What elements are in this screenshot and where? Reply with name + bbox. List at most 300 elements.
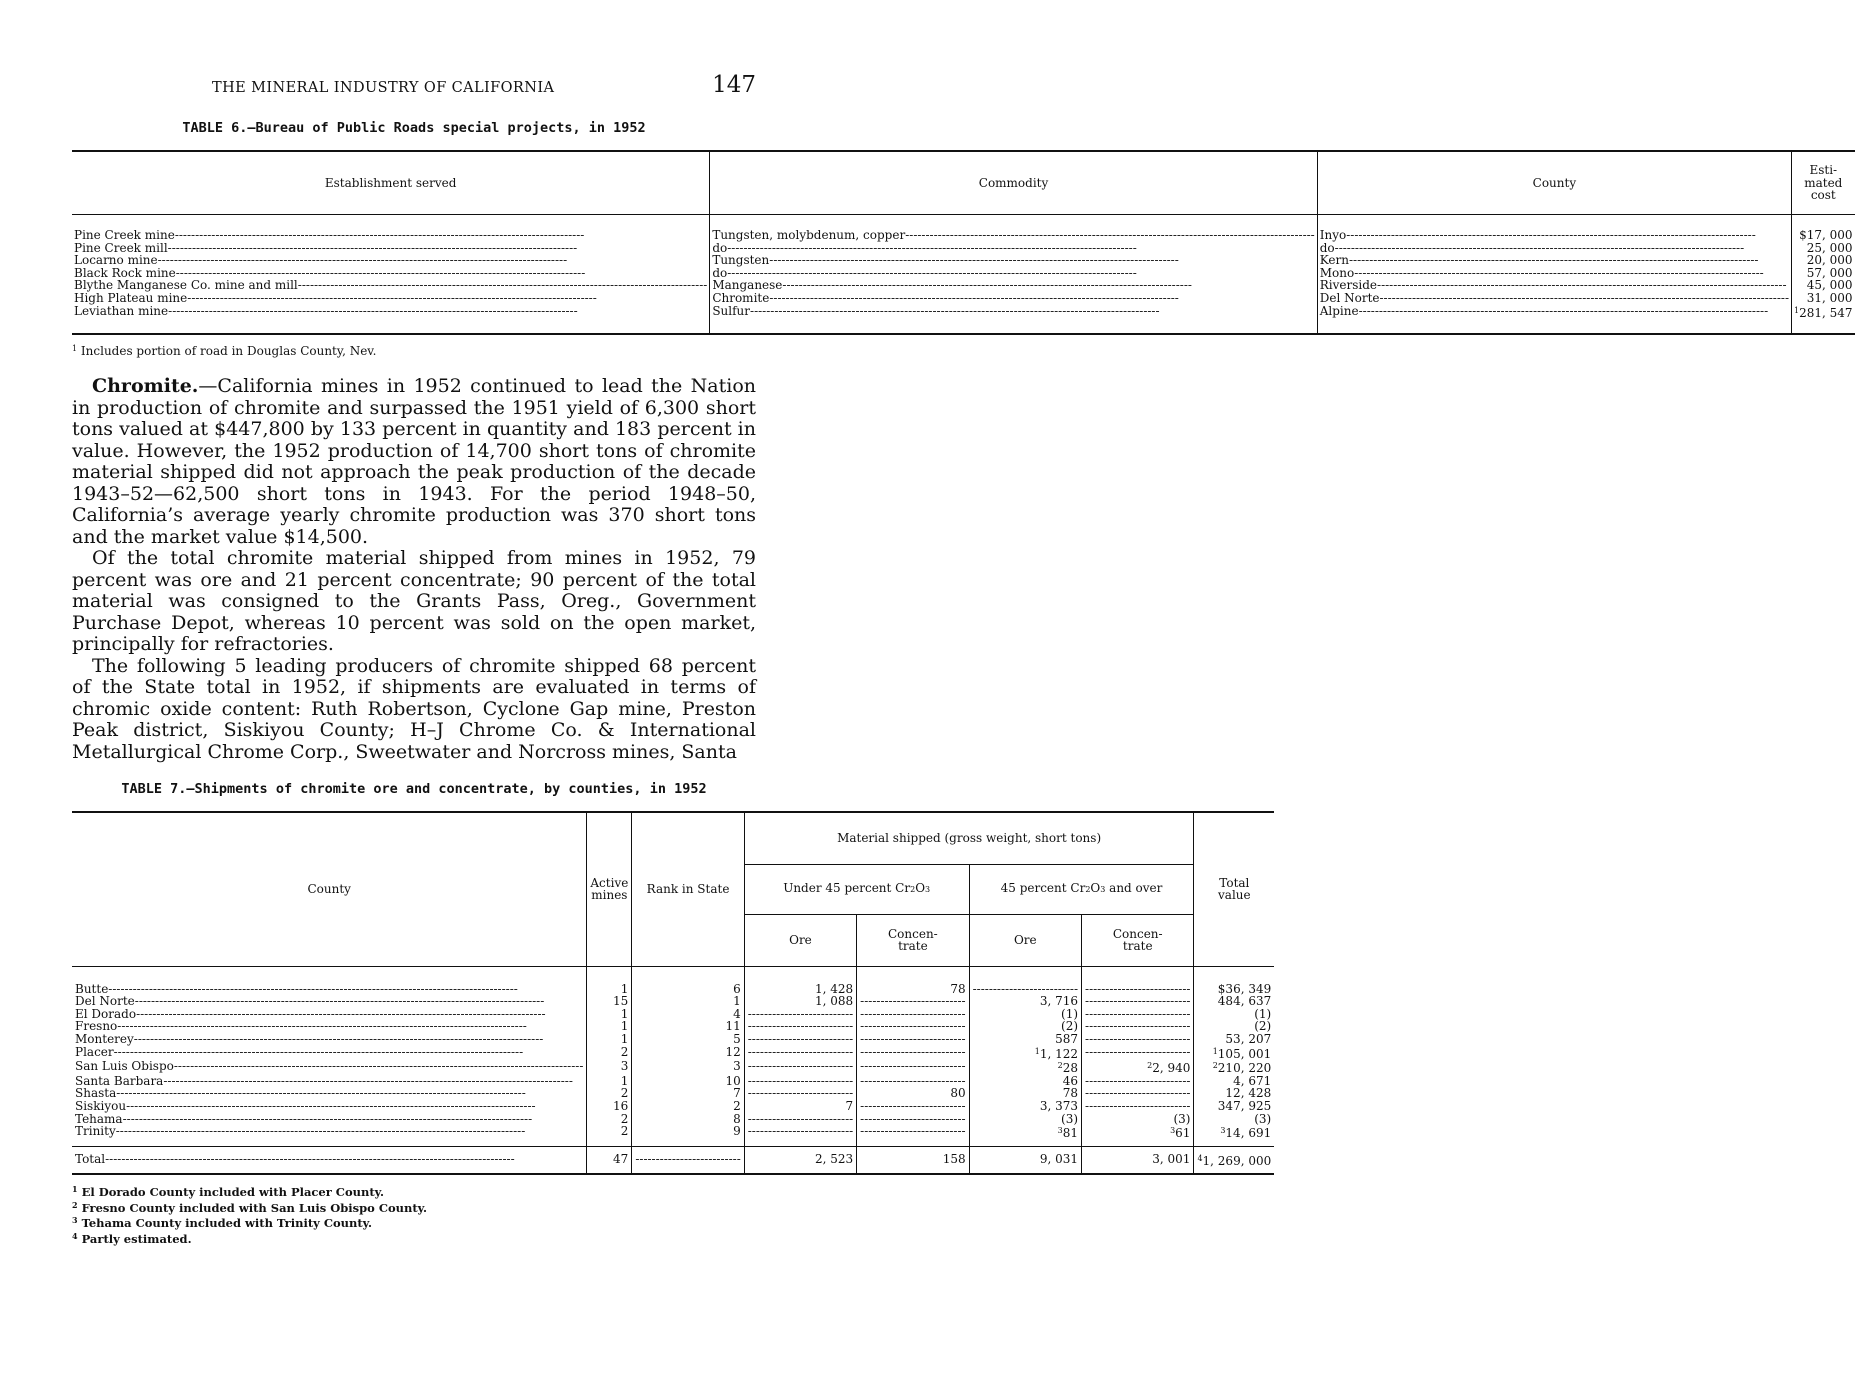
table7-rank-value: 9	[733, 1124, 741, 1139]
table7	[72, 811, 1274, 1175]
table6-caption: TABLE 6.—Bureau of Public Roads special projects, in 1952	[182, 120, 646, 136]
table7-county-leader	[75, 1060, 583, 1073]
table7-total-value-value: 53, 207	[1225, 1032, 1272, 1047]
table7-footnote-mark: 2	[72, 1199, 78, 1210]
table7-total-value-cell-value: 1, 269, 000	[1202, 1153, 1272, 1168]
table7-rank-value: 10	[725, 1073, 741, 1088]
table6-commodity-leader	[712, 254, 1314, 267]
table7-over45-conc-empty	[1085, 1033, 1190, 1046]
table6-county-leader	[1320, 254, 1789, 267]
table7-rank-value: 7	[733, 1086, 741, 1101]
table6-establishment	[72, 292, 710, 305]
table7-under45-conc-empty	[860, 1046, 965, 1059]
table6-county	[1317, 292, 1791, 305]
table7-under45-conc	[857, 1125, 969, 1146]
table7-county	[72, 1060, 587, 1075]
table7-under45-ore-value: 7	[845, 1099, 854, 1113]
table6-commodity	[710, 305, 1317, 335]
table7-total-over45-ore-value: 9, 031	[1039, 1151, 1079, 1166]
table7-over45-ore-note: 2	[1057, 1061, 1063, 1071]
table6-cost-value: 25, 000	[1806, 240, 1853, 255]
table7-footnote	[72, 1199, 756, 1215]
table7-rank	[632, 1075, 744, 1088]
table7-over45-ore-value: 78	[1062, 1086, 1079, 1101]
table7-over45-conc-value: 2, 940	[1152, 1061, 1191, 1076]
table7-total-under45-conc-value: 158	[942, 1151, 966, 1166]
table7-under45-conc	[857, 995, 969, 1008]
table7-rank	[632, 1113, 744, 1126]
table7-over45-ore-value: (2)	[1061, 1019, 1079, 1034]
table6-establishment-dots	[187, 292, 707, 305]
table7-total-under45-ore-value: 2, 523	[815, 1151, 854, 1166]
table7-under45-ore-empty	[748, 1046, 853, 1059]
table7-header-total-value: Total value	[1194, 812, 1274, 966]
table7-under45-ore-empty	[748, 1125, 853, 1138]
table7-active-mines	[587, 1046, 632, 1061]
table7-total-mines	[587, 1146, 632, 1174]
table7-active-mines-value: 2	[620, 1111, 629, 1126]
table7-county-leader	[75, 1033, 583, 1046]
table7-county-dots	[116, 1125, 584, 1138]
table7-over45-ore	[969, 1125, 1081, 1146]
table7-under45-ore	[744, 1046, 856, 1061]
table7-county-text: Shasta	[75, 1086, 117, 1101]
table7-under45-ore-value: 1, 428	[815, 981, 854, 996]
table7-under45-ore	[744, 1125, 856, 1146]
table6-establishment	[72, 254, 710, 267]
table7-county-text: Trinity	[75, 1124, 116, 1139]
table7-over45-conc	[1082, 1033, 1194, 1046]
table7-rank	[632, 1125, 744, 1146]
table7-active-mines-value: 16	[613, 1099, 629, 1113]
table6-footnote	[72, 344, 756, 358]
table6-county-text: Riverside	[1319, 278, 1378, 293]
table6-cost-note: 1	[1794, 305, 1800, 315]
table7-total-value-value: 105, 001	[1217, 1046, 1272, 1061]
table7-header-material-shipped: Material shipped (gross weight, short tons)	[744, 812, 1194, 864]
table7-under45-conc	[857, 966, 969, 995]
table6-establishment-leader	[74, 292, 707, 305]
table6-commodity-text: Manganese	[712, 278, 783, 293]
table7-over45-conc	[1082, 1113, 1194, 1126]
table6-establishment-text: Black Rock mine	[74, 265, 176, 280]
table6-establishment-dots	[168, 305, 707, 318]
table6	[72, 150, 1855, 335]
table7-footnote-mark: 4	[72, 1230, 78, 1241]
table6-establishment-text: Leviathan mine	[74, 303, 169, 318]
table6-county-text: do	[1319, 240, 1335, 255]
table7-county	[72, 1046, 587, 1061]
table7-rank	[632, 1046, 744, 1061]
table6-commodity-dots	[769, 292, 1314, 305]
table7-under45-conc-empty	[860, 1100, 965, 1113]
table7-active-mines-value: 15	[613, 994, 629, 1009]
table6-cost	[1792, 292, 1855, 305]
table7-rank-value: 4	[733, 1006, 741, 1021]
table7-over45-conc-note: 3	[1170, 1126, 1176, 1136]
table6-county-dots	[1359, 305, 1789, 318]
table7-header-over45	[969, 864, 1194, 914]
table7-total-value-value: 210, 220	[1217, 1061, 1272, 1076]
table7-caption: TABLE 7.—Shipments of chromite ore and concentrate, by counties, in 1952	[121, 781, 707, 798]
table7-rank-value: 5	[733, 1032, 741, 1047]
paragraph-1-text: —California mines in 1952 continued to lead the Nation in production of chromite and surpassed the 1951 yield of 6,300 short tons valued at $447,800 by 133 percent in quantity and 183 percent in value. However, the 1952 production of 14,700 short tons of chromite material shipped did not approach the peak production of the decade 1943–52—62,500 short tons in 1943. For the period 1948–50, California’s average yearly chromite production was 370 short tons and the market value $14,500.	[72, 375, 756, 548]
table7-over45-ore-value: 3, 373	[1039, 1099, 1079, 1113]
table7-over45-conc-empty	[1085, 1046, 1190, 1059]
table7-county-text: Placer	[75, 1044, 114, 1059]
table7-under45-ore	[744, 1060, 856, 1075]
table7-footnote-text: Partly estimated.	[81, 1231, 192, 1246]
table7-total-row	[72, 1146, 1274, 1174]
under45-sub2: 3	[925, 884, 931, 894]
table6-footnote-text: Includes portion of road in Douglas County, Nev.	[80, 344, 377, 359]
table6-commodity-dots	[750, 305, 1315, 318]
table6-row	[72, 215, 1855, 242]
table7-over45-ore-note: 3	[1057, 1126, 1063, 1136]
table6-commodity	[710, 292, 1317, 305]
table7-footnote-mark: 1	[72, 1184, 78, 1195]
table7-footnote	[72, 1230, 756, 1246]
table7-under45-conc	[857, 1033, 969, 1046]
table7-header-under45-conc: Concen- trate	[857, 914, 969, 966]
table7-active-mines-value: 1	[620, 1032, 629, 1047]
table7-header-under45	[744, 864, 969, 914]
table7-total-value-value: 4, 671	[1233, 1073, 1272, 1088]
table6-establishment-text: Locarno mine	[74, 253, 158, 268]
table6-county	[1317, 254, 1791, 267]
table7-rank	[632, 1060, 744, 1075]
table6-row	[72, 305, 1855, 335]
table6-county-dots	[1349, 254, 1789, 267]
table7-total-value	[1194, 1033, 1274, 1046]
table7-active-mines-value: 2	[620, 1124, 629, 1139]
table7-footnote-text: Tehama County included with Trinity County.	[81, 1216, 373, 1231]
table7-total-label	[72, 1146, 587, 1174]
table7-over45-ore-note: 1	[1034, 1046, 1040, 1056]
table7-total-label-dots	[105, 1153, 583, 1166]
table7-county-dots	[114, 1046, 584, 1059]
table7-total-label-leader	[75, 1153, 583, 1166]
table7-footnotes	[72, 1183, 756, 1245]
table7-county-leader	[75, 1125, 583, 1138]
table7-row	[72, 1033, 1274, 1046]
table7-under45-conc	[857, 1046, 969, 1061]
table6-cost-value: 281, 547	[1799, 305, 1853, 320]
table7-total-value-note: 1	[1212, 1046, 1218, 1056]
over45-label-c: and over	[1105, 880, 1163, 895]
under45-label-b: O	[915, 880, 926, 895]
table7-total-value-value: 347, 925	[1217, 1099, 1272, 1113]
chromite-lead-in: Chromite.	[92, 375, 199, 398]
table7-over45-ore-value: 28	[1062, 1061, 1079, 1076]
table7-row	[72, 1060, 1274, 1075]
table7-rank-value: 2	[733, 1099, 741, 1113]
table7-under45-conc-empty	[860, 1033, 965, 1046]
table7-footnote	[72, 1183, 756, 1199]
table7-active-mines	[587, 966, 632, 995]
table7-county-leader	[75, 1100, 583, 1113]
table6-cost-value: 31, 000	[1806, 290, 1853, 305]
table7-active-mines	[587, 1060, 632, 1075]
table7-footnote-text: El Dorado County included with Placer County.	[81, 1185, 385, 1200]
table7-under45-ore	[744, 1100, 856, 1113]
table6-establishment-leader	[74, 254, 707, 267]
table7-total-value	[1194, 1125, 1274, 1146]
table7-over45-ore-value: 587	[1055, 1032, 1079, 1047]
table7-county-leader	[75, 1046, 583, 1059]
table6-county-text: Del Norte	[1319, 290, 1380, 305]
table6-commodity-leader	[712, 305, 1314, 318]
table7-active-mines-value: 1	[620, 1073, 629, 1088]
table7-row	[72, 1100, 1274, 1113]
paragraph-1	[72, 376, 756, 548]
table7-total-value-value: 14, 691	[1225, 1126, 1272, 1141]
table7-total-label-text: Total	[75, 1151, 106, 1166]
table7-county-text: Butte	[75, 981, 109, 996]
table7-total-mines-value: 47	[613, 1151, 629, 1166]
table7-row	[72, 995, 1274, 1008]
table7-active-mines-value: 2	[620, 1086, 629, 1101]
table7-total-value	[1194, 1060, 1274, 1075]
table7-over45-ore	[969, 1046, 1081, 1061]
table6-establishment-dots	[175, 229, 708, 242]
table7-rank-value: 3	[733, 1059, 741, 1074]
table6-county	[1317, 215, 1791, 242]
table7-over45-ore	[969, 1113, 1081, 1126]
table7-under45-ore-empty	[748, 1060, 853, 1073]
table7-county-text: Del Norte	[75, 994, 135, 1009]
table6-commodity	[710, 215, 1317, 242]
table6-header-cost: Esti- mated cost	[1792, 151, 1855, 215]
table7-rank	[632, 966, 744, 995]
table7-over45-ore-value: (1)	[1061, 1006, 1079, 1021]
paragraph-3: The following 5 leading producers of chromite shipped 68 percent of the State total in 1952, if shipments are evaluated in terms of chromic oxide content: Ruth Robertson, Cyclone Gap mine, Preston Peak district, Siskiyou County; H–J Chrome Co. & International Metallurgical Chrome Corp., Sweetwater and Norcross mines, Santa	[72, 654, 756, 763]
table6-county-text: Inyo	[1319, 228, 1347, 242]
table7-county-text: El Dorado	[75, 1006, 137, 1021]
table7-total-value	[1194, 1046, 1274, 1061]
table7-rank	[632, 995, 744, 1008]
table7-under45-conc	[857, 1060, 969, 1075]
table7-row	[72, 1125, 1274, 1146]
table7-county-dots	[126, 1100, 583, 1113]
table7-county-text: Tehama	[75, 1111, 123, 1126]
table6-commodity-leader	[712, 229, 1314, 242]
table6-commodity	[710, 254, 1317, 267]
table6-cost-value: 20, 000	[1806, 253, 1853, 268]
table7-footnote	[72, 1214, 756, 1230]
over45-sub2: 3	[1100, 884, 1106, 894]
table6-establishment-leader	[74, 229, 707, 242]
table6-county-text: Alpine	[1319, 303, 1359, 318]
table7-under45-conc-empty	[860, 995, 965, 1008]
page	[72, 70, 1853, 1246]
table7-footnote-text: Fresno County included with San Luis Obispo County.	[81, 1200, 428, 1215]
table7-county-text: San Luis Obispo	[75, 1059, 174, 1074]
table7-county	[72, 1125, 587, 1146]
table7-total-under45-ore	[744, 1146, 856, 1174]
table7-total-rank-empty	[635, 1153, 740, 1166]
table7-active-mines-value: 2	[620, 1044, 629, 1059]
table7-county	[72, 966, 587, 995]
table7-total-value-value: 12, 428	[1225, 1086, 1272, 1101]
table7-header-under45-ore: Ore	[744, 914, 856, 966]
table6-header-establishment: Establishment served	[72, 151, 710, 215]
table7-under45-ore-value: 1, 088	[815, 994, 854, 1009]
table7-under45-ore-empty	[748, 1087, 853, 1100]
table7-county	[72, 1033, 587, 1046]
under45-sub1: 2	[910, 884, 916, 894]
table6-commodity-text: Tungsten	[712, 253, 770, 268]
paragraph-2: Of the total chromite material shipped from mines in 1952, 79 percent was ore and 21 percent concentrate; 90 percent of the total material was consigned to the Grants Pass, Oreg., Government Purchase Depot, whereas 10 percent was sold on the open market, principally for refractories.	[72, 547, 756, 656]
table7-over45-conc-empty	[1085, 995, 1190, 1008]
table7-over45-conc-value: (3)	[1173, 1111, 1191, 1126]
table7-county-dots	[174, 1060, 584, 1073]
table7-under45-conc-value: 80	[950, 1086, 966, 1101]
table7-county	[72, 1100, 587, 1113]
running-title: THE MINERAL INDUSTRY OF CALIFORNIA	[212, 80, 555, 96]
table7-over45-conc	[1082, 966, 1194, 995]
table6-cost-value: 45, 000	[1806, 278, 1853, 293]
table7-active-mines	[587, 1125, 632, 1146]
under45-label-a: Under 45 percent Cr	[783, 880, 911, 895]
table7-rank	[632, 1100, 744, 1113]
table7-footnote-mark: 3	[72, 1215, 78, 1226]
table6-commodity-text: Sulfur	[712, 303, 751, 318]
table6-cost-value: 57, 000	[1806, 265, 1853, 280]
table7-rank-value: 11	[725, 1019, 741, 1034]
table7-active-mines-value: 3	[620, 1059, 629, 1074]
table7-over45-conc-note: 2	[1147, 1061, 1153, 1071]
table7-total-rank	[632, 1146, 744, 1174]
table7-over45-conc	[1082, 1125, 1194, 1146]
table7-county-dots	[134, 1033, 584, 1046]
table6-row	[72, 254, 1855, 267]
table7-total-value-value: (2)	[1254, 1019, 1272, 1034]
table6-county-dots	[1346, 229, 1789, 242]
table7-under45-conc-empty	[860, 1125, 965, 1138]
table6-establishment-text: Blythe Manganese Co. mine and mill	[74, 278, 298, 293]
table7-under45-conc	[857, 1100, 969, 1113]
table7-over45-ore	[969, 1060, 1081, 1075]
table6-cost	[1792, 305, 1855, 335]
table7-total-value	[1194, 1113, 1274, 1126]
table6-county	[1317, 305, 1791, 335]
table7-row	[72, 966, 1274, 995]
table7-over45-conc	[1082, 1060, 1194, 1075]
table7-rank-value: 8	[733, 1111, 741, 1126]
table7-active-mines-value: 1	[620, 1019, 629, 1034]
table7-county-text: Siskiyou	[75, 1099, 127, 1113]
table7-under45-ore-empty	[748, 1033, 853, 1046]
table7-rank	[632, 1020, 744, 1033]
table6-county-dots	[1380, 292, 1790, 305]
table7-under45-conc-value: 78	[950, 981, 966, 996]
table6-commodity-text: do	[712, 265, 728, 280]
table7-header-over45-ore: Ore	[969, 914, 1081, 966]
table6-commodity-text: Tungsten, molybdenum, copper	[712, 228, 906, 242]
table7-rank-value: 12	[725, 1044, 741, 1059]
table6-establishment-leader	[74, 305, 707, 318]
table7-total-over45-conc-value: 3, 001	[1152, 1151, 1191, 1166]
table7-over45-conc-value: 61	[1175, 1126, 1191, 1141]
table7-county-dots	[135, 995, 584, 1008]
table6-county-text: Mono	[1319, 265, 1355, 280]
table6-header-county: County	[1317, 151, 1791, 215]
table7-rank-value: 6	[733, 981, 741, 996]
table7-under45-ore	[744, 966, 856, 995]
table7-over45-ore-value: 1, 122	[1039, 1046, 1079, 1061]
table7-total-over45-ore	[969, 1146, 1081, 1174]
running-head	[72, 70, 756, 104]
table7-over45-ore-value: 46	[1062, 1073, 1079, 1088]
table6-cost-value: $17, 000	[1799, 228, 1853, 242]
over45-label-b: O	[1090, 880, 1101, 895]
table7-under45-conc-empty	[860, 1060, 965, 1073]
table7-county-text: Fresno	[75, 1019, 118, 1034]
body-text	[72, 376, 756, 763]
table6-establishment-text: Pine Creek mine	[74, 228, 175, 242]
table6-county-text: Kern	[1319, 253, 1349, 268]
over45-label-a: 45 percent Cr	[1000, 880, 1086, 895]
table7-active-mines-value: 1	[620, 1006, 629, 1021]
table7-county	[72, 995, 587, 1008]
table7-row	[72, 1046, 1274, 1061]
table6-establishment	[72, 215, 710, 242]
table7-total-value-value: 484, 637	[1217, 994, 1272, 1009]
table7-over45-ore-value: (3)	[1061, 1111, 1079, 1126]
table7-rank-value: 1	[733, 994, 741, 1009]
table7-total-value-value: $36, 349	[1217, 981, 1272, 996]
table7-county-text: Monterey	[75, 1032, 134, 1047]
table6-establishment-text: Pine Creek mill	[74, 240, 168, 255]
table7-header-over45-conc: Concen- trate	[1082, 914, 1194, 966]
table7-active-mines-value: 1	[620, 981, 629, 996]
table6-establishment-dots	[158, 254, 708, 267]
table7-total-value-note: 3	[1220, 1126, 1226, 1136]
table7-total-value-cell	[1194, 1146, 1274, 1174]
table7-total-over45-conc	[1082, 1146, 1194, 1174]
table7-county-leader	[75, 995, 583, 1008]
table7-total-value-value: (1)	[1254, 1006, 1272, 1021]
table6-footnote-mark: 1	[72, 344, 78, 354]
table6-establishment-text: High Plateau mine	[74, 290, 188, 305]
table7-header-rank: Rank in State	[632, 812, 744, 966]
table6-commodity-text: Chromite	[712, 290, 770, 305]
table6-county-leader	[1320, 229, 1789, 242]
table6-establishment	[72, 305, 710, 335]
table7-header-active-mines: Active mines	[587, 812, 632, 966]
table6-county-leader	[1320, 305, 1789, 318]
over45-sub1: 2	[1085, 884, 1091, 894]
table7-county-text: Santa Barbara	[75, 1073, 164, 1088]
table7-under45-ore	[744, 995, 856, 1008]
table7-total-value-value: (3)	[1254, 1111, 1272, 1126]
table6-row	[72, 292, 1855, 305]
table7-over45-ore	[969, 1033, 1081, 1046]
table7-under45-ore	[744, 1087, 856, 1100]
table7-total-value	[1194, 966, 1274, 995]
table6-county-leader	[1320, 292, 1789, 305]
table6-commodity-dots	[769, 254, 1314, 267]
table6-cost	[1792, 215, 1855, 242]
table6-commodity-leader	[712, 292, 1314, 305]
table7-over45-conc	[1082, 995, 1194, 1008]
table6-commodity-text: do	[712, 240, 728, 255]
table7-over45-conc	[1082, 1046, 1194, 1061]
table7-total-value-note: 2	[1212, 1061, 1218, 1071]
page-number: 147	[712, 72, 756, 98]
table7-over45-ore-value: 81	[1062, 1126, 1079, 1141]
